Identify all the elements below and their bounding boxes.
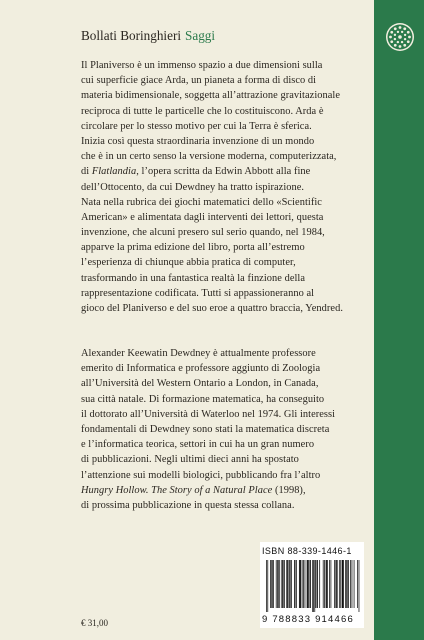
description-line: Inizia così questa straordinaria invenzione di un mondo (81, 135, 315, 147)
biography-line: all’Università del Western Ontario a London, in Canada, (81, 378, 319, 390)
ean-digits: 9 788833 914466 (262, 614, 354, 625)
biography-line: e l’informatica teorica, settori in cui ha un gran numero (81, 439, 315, 451)
biography-line: Alexander Keewatin Dewdney è attualmente professore (81, 348, 316, 359)
description-line: cui superficie giace Arda, un pianeta a forma di disco di (81, 75, 317, 87)
description-line: apparve la prima edizione del libro, porta all’estremo (81, 242, 305, 254)
description-line: Il Planiverso è un immenso spazio a due dimensioni sulla (81, 60, 323, 71)
biography-line: di pubblicazioni. Negli ultimi dieci anni ha spostato (81, 454, 299, 466)
description-line: materia bidimensionale, soggetta all’attrazione gravitazionale (81, 90, 341, 102)
biography-line: emerito di Informatica e professore aggiunto di Zoologia (81, 363, 321, 375)
biography-line: l’attenzione sui modelli biologici, pubblicando fra l’altro (81, 469, 321, 481)
publisher-name: Bollati Boringhieri (81, 28, 181, 43)
description-line: di Flatlandia, l’opera scritta da Edwin Abbott alla fine (81, 166, 311, 178)
green-side-band (374, 0, 424, 640)
description-line: che è in un certo senso la versione moderna, computerizzata, (81, 151, 337, 163)
description-line: reciproca di tutte le particelle che lo costituiscono. Arda è (81, 105, 324, 117)
biography-line: il dottorato all’Università di Waterloo nel 1974. Gli interessi (81, 408, 336, 420)
cover-header (81, 28, 215, 44)
description-line: trasformando in una fantastica realtà la finzione della (81, 272, 306, 284)
biography-line: di prossima pubblicazione in questa stessa collana. (81, 499, 295, 511)
description-line: American» e alimentata dagli interventi dei lettori, questa (81, 211, 324, 223)
biography-line: fondamentali di Dewdney sono stati la matematica discreta (81, 423, 330, 435)
price-label: € 31,00 (81, 618, 108, 628)
description-line: rappresentazione codificata. Tutti si appassioneranno al (81, 287, 315, 299)
star-wheel-logo-icon (385, 22, 415, 52)
barcode-icon (266, 560, 360, 612)
description-line: dell’Ottocento, da cui Dewdney ha tratto ispirazione. (81, 181, 305, 193)
series-name: Saggi (185, 28, 216, 43)
description-line: invenzione, che alcuni presero sul serio quando, nel 1984, (81, 227, 325, 239)
author-biography (81, 346, 371, 513)
isbn-label: ISBN 88-339-1446-1 (262, 546, 352, 556)
biography-line: sua città natale. Di formazione matematica, ha conseguito (81, 393, 325, 405)
biography-line: Hungry Hollow. The Story of a Natural Place (1998), (81, 484, 306, 496)
description-line: gioco del Planiverso e del suo eroe a quattro braccia, Yendred. (81, 303, 343, 314)
description-line: circolare per lo stesso motivo per cui la Terra è sferica. (81, 120, 312, 132)
book-description (81, 58, 371, 316)
description-line: Nata nella rubrica dei giochi matematici dello «Scientific (81, 196, 322, 208)
description-line: l’esperienza di chiunque abbia pratica di computer, (81, 257, 296, 269)
